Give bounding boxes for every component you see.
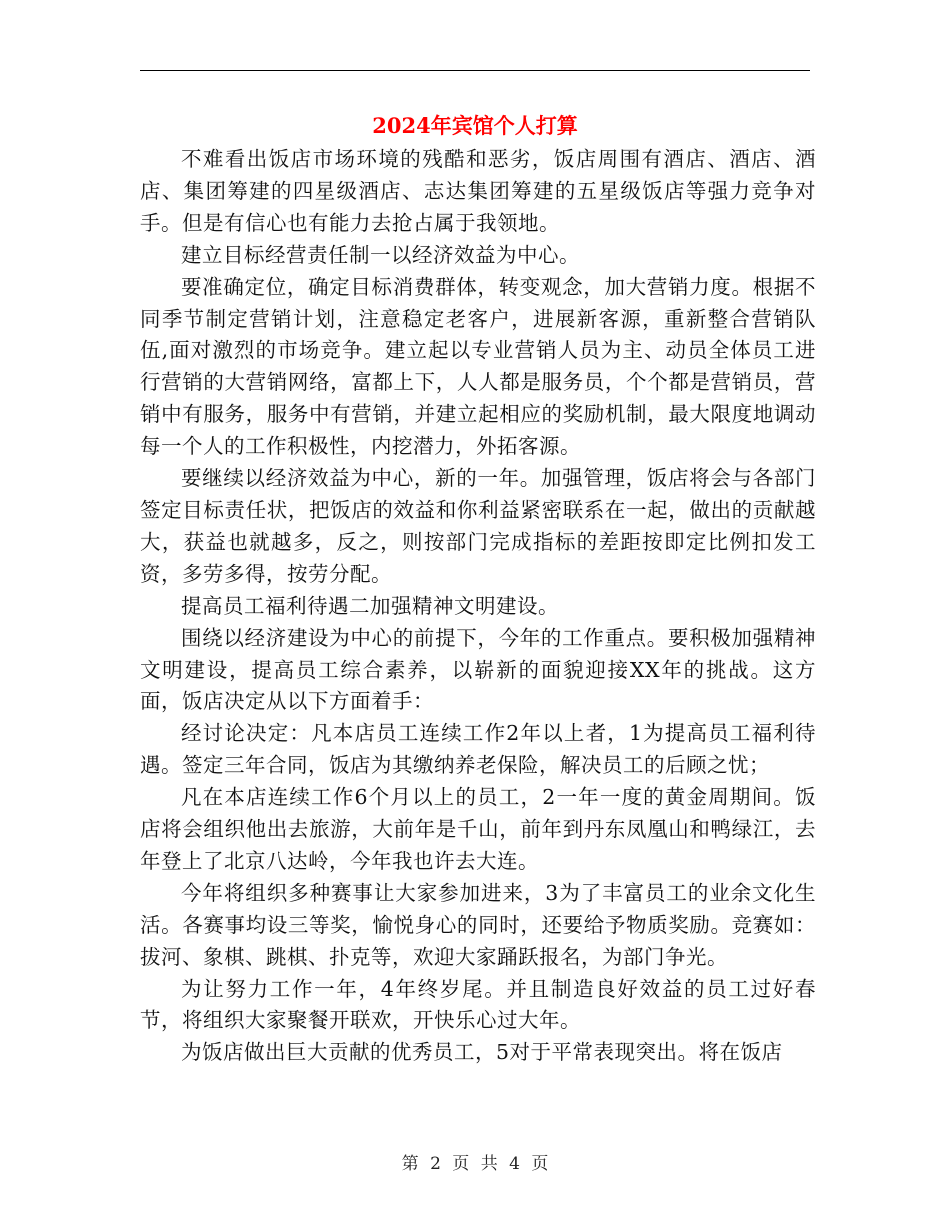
document-title: 2024年宾馆个人打算 — [372, 113, 578, 138]
paragraph: 今年将组织多种赛事让大家参加进来，3为了丰富员工的业余文化生活。各赛事均设三等奖，愉悦身心的同时，还要给予物质奖励。竞赛如：拔河、象棋、跳棋、扑克等，欢迎大家踊跃报名，为部门争光。 — [140, 880, 816, 969]
paragraph: 要准确定位，确定目标消费群体，转变观念，加大营销力度。根据不同季节制定营销计划，注意稳定老客户，进展新客源，重新整合营销队伍,面对激烈的市场竞争。建立起以专业营销人员为主、动员全体员工进行营销的大营销网络，富都上下，人人都是服务员，个个都是营销员，营销中有服务，服务中有营销，并建立起相应的奖励机制，最大限度地调动每一个人的工作积极性，内挖潜力，外拓客源。 — [140, 274, 816, 459]
page-number-footer: 第 2 页 共 4 页 — [401, 1154, 549, 1174]
paragraph: 为饭店做出巨大贡献的优秀员工，5对于平常表现突出。将在饭店 — [181, 1040, 783, 1065]
paragraph: 要继续以经济效益为中心，新的一年。加强管理，饭店将会与各部门签定目标责任状，把饭店的效益和你利益紧密联系在一起，做出的贡献越大，获益也就越多，反之，则按部门完成指标的差距按即定比例扣发工资，多劳多得，按劳分配。 — [140, 466, 816, 586]
paragraph: 围绕以经济建设为中心的前提下，今年的工作重点。要积极加强精神文明建设，提高员工综合素养，以崭新的面貌迎接XX年的挑战。这方面，饭店决定从以下方面着手： — [140, 625, 816, 714]
paragraph: 建立目标经营责任制一以经济效益为中心。 — [181, 242, 580, 267]
paragraph: 提高员工福利待遇二加强精神文明建设。 — [181, 593, 559, 618]
paragraph: 为让努力工作一年，4年终岁尾。并且制造良好效益的员工过好春节，将组织大家聚餐开联欢，开快乐心过大年。 — [140, 976, 816, 1033]
paragraph: 不难看出饭店市场环境的残酷和恶劣，饭店周围有酒店、酒店、酒店、集团筹建的四星级酒店、志达集团筹建的五星级饭店等强力竞争对手。但是有信心也有能力去抢占属于我领地。 — [140, 147, 816, 235]
paragraph: 凡在本店连续工作6个月以上的员工，2一年一度的黄金周期间。饭店将会组织他出去旅游，大前年是千山，前年到丹东凤凰山和鸭绿江，去年登上了北京八达岭，今年我也许去大连。 — [140, 785, 816, 873]
header-rule — [140, 70, 810, 71]
paragraph: 经讨论决定：凡本店员工连续工作2年以上者，1为提高员工福利待遇。签定三年合同，饭店为其缴纳养老保险，解决员工的后顾之忧； — [140, 721, 816, 778]
document-body — [140, 144, 816, 1069]
